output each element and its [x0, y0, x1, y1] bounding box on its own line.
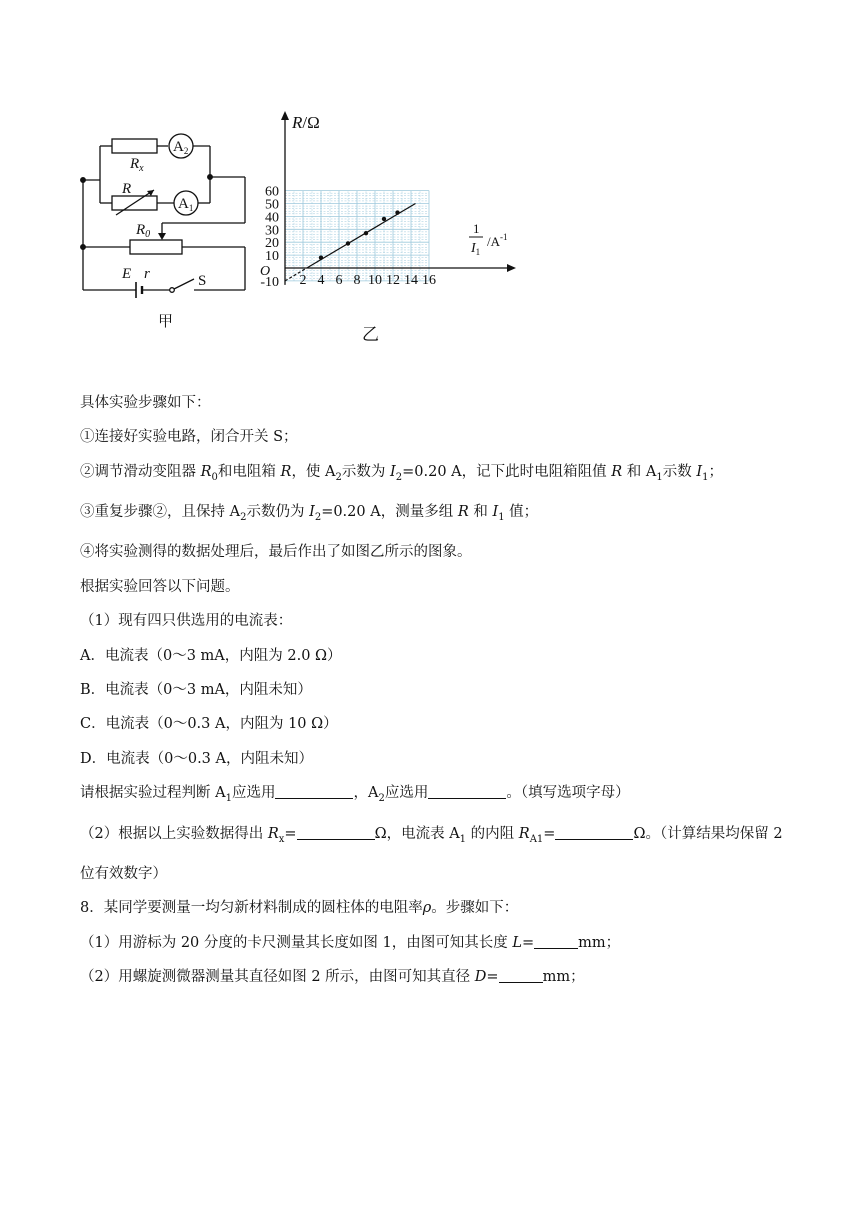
label-r-internal: r — [144, 266, 150, 282]
x-tick-label: 8 — [353, 273, 361, 288]
answer-blank-rx[interactable] — [297, 825, 375, 840]
answer-blank-ra1[interactable] — [555, 825, 633, 840]
switch-pivot — [170, 288, 175, 293]
x-tick-label: 6 — [335, 273, 343, 288]
graph-plot — [260, 111, 516, 344]
y-tick-label: -10 — [260, 274, 279, 290]
y-tick-label: 40 — [265, 210, 279, 226]
line-step-4: ④将实验测得的数据处理后，最后作出了如图乙所示的图象。 — [80, 544, 472, 561]
x-axis-label — [469, 221, 508, 257]
option-c: C．电流表（0～0.3 A，内阻为 10 Ω） — [80, 716, 338, 733]
line-q2: （2）根据以上实验数据得出 $R_x= \Omega$，电流表 $A_1$ 的内阻 $R_{A1}= \Omega$。（计算结果均保留 2 — [80, 825, 783, 845]
figure-area — [70, 105, 540, 355]
line-q8-1: （1）用游标为 20 分度的卡尺测量其长度如图 1，由图可知其长度 L= mm； — [80, 934, 621, 951]
line-answer-prompt: 根据实验回答以下问题。 — [80, 578, 240, 595]
rx-resistor — [112, 139, 157, 153]
line-q8-2: （2）用螺旋测微器测量其直径如图 2 所示，由图可知其直径 D= mm； — [80, 969, 585, 986]
y-tick-label: 50 — [265, 197, 279, 213]
line-q1-fill: 请根据实验过程判断 $A_1$应选用 ，$A_2$应选用 。（填写选项字母） — [80, 785, 630, 805]
switch-lever — [174, 279, 194, 289]
line-q8: 8．某同学要测量一均匀新材料制成的圆柱体的电阻率ρ。步骤如下： — [80, 900, 519, 917]
label-s: S — [198, 273, 207, 289]
line-step-2: ②调节滑动变阻器 $R_0$和电阻箱 R，使 $A_2$示数为 $I_2=0.20$ A，记下此时电阻箱阻值 R 和 $A_1$示数 $I_1$； — [80, 463, 723, 483]
data-point — [346, 241, 350, 245]
figure-svg — [70, 105, 540, 355]
data-point — [319, 255, 323, 259]
caption-jia: 甲 — [158, 314, 174, 330]
y-tick-label: 10 — [265, 249, 279, 265]
line-step-1: ①连接好实验电路，闭合开关 S； — [80, 429, 298, 446]
answer-blank-length[interactable] — [534, 934, 578, 949]
svg-text:I1: $I_1$ — [471, 241, 481, 257]
y-axis-label: R/Ω — [292, 113, 320, 132]
option-b: B．电流表（0～3 mA，内阻未知） — [80, 682, 312, 699]
origin-label: O — [260, 264, 271, 279]
x-tick-label: 10 — [368, 273, 382, 288]
caption-yi: 乙 — [362, 325, 379, 344]
y-tick-label: 20 — [265, 236, 279, 252]
x-tick-label: 16 — [422, 273, 436, 288]
answer-blank-a2[interactable] — [428, 784, 506, 799]
answer-blank-a1[interactable] — [275, 784, 353, 799]
axes — [281, 111, 516, 285]
slider-contact — [158, 233, 166, 240]
x-tick-label: 12 — [386, 273, 400, 288]
answer-blank-diameter[interactable] — [499, 968, 543, 983]
y-tick-label: 60 — [265, 184, 279, 200]
option-a: A．电流表（0～3 mA，内阻为 2.0 Ω） — [80, 647, 342, 664]
line-q1: （1）现有四只供选用的电流表： — [80, 613, 293, 630]
line-q2-cont: 位有效数字） — [80, 865, 167, 882]
label-a2: $A_2$ — [173, 139, 189, 156]
data-point — [364, 231, 368, 235]
line-step-3: ③重复步骤②，且保持 $A_2$示数仍为 $I_2=0.20$ A，测量多组 R 和 $I_1$ 值； — [80, 504, 539, 523]
y-tick-label: 30 — [265, 223, 279, 239]
data-point — [382, 217, 386, 221]
option-d: D．电流表（0～0.3 A，内阻未知） — [80, 750, 313, 767]
rheostat-r0 — [130, 240, 182, 254]
question-text — [80, 386, 790, 994]
data-point — [395, 210, 399, 214]
x-axis-arrow — [507, 264, 516, 272]
x-tick-label: 14 — [404, 273, 418, 288]
x-tick-label: 4 — [317, 273, 325, 288]
circuit-diagram — [81, 134, 245, 298]
label-r0: $R_0$ — [136, 222, 151, 240]
svg-text:1: 1 — [473, 221, 480, 236]
x-tick-label: 2 — [299, 273, 307, 288]
svg-text:/A-1: $/A^{-1}$ — [487, 232, 508, 249]
line-steps-intro: 具体实验步骤如下： — [80, 395, 211, 411]
label-rx: $R_x$ — [130, 156, 144, 174]
label-e: E — [122, 266, 132, 282]
label-a1: $A_1$ — [178, 196, 194, 213]
y-axis-arrow — [281, 111, 289, 120]
label-r: R — [122, 181, 132, 197]
